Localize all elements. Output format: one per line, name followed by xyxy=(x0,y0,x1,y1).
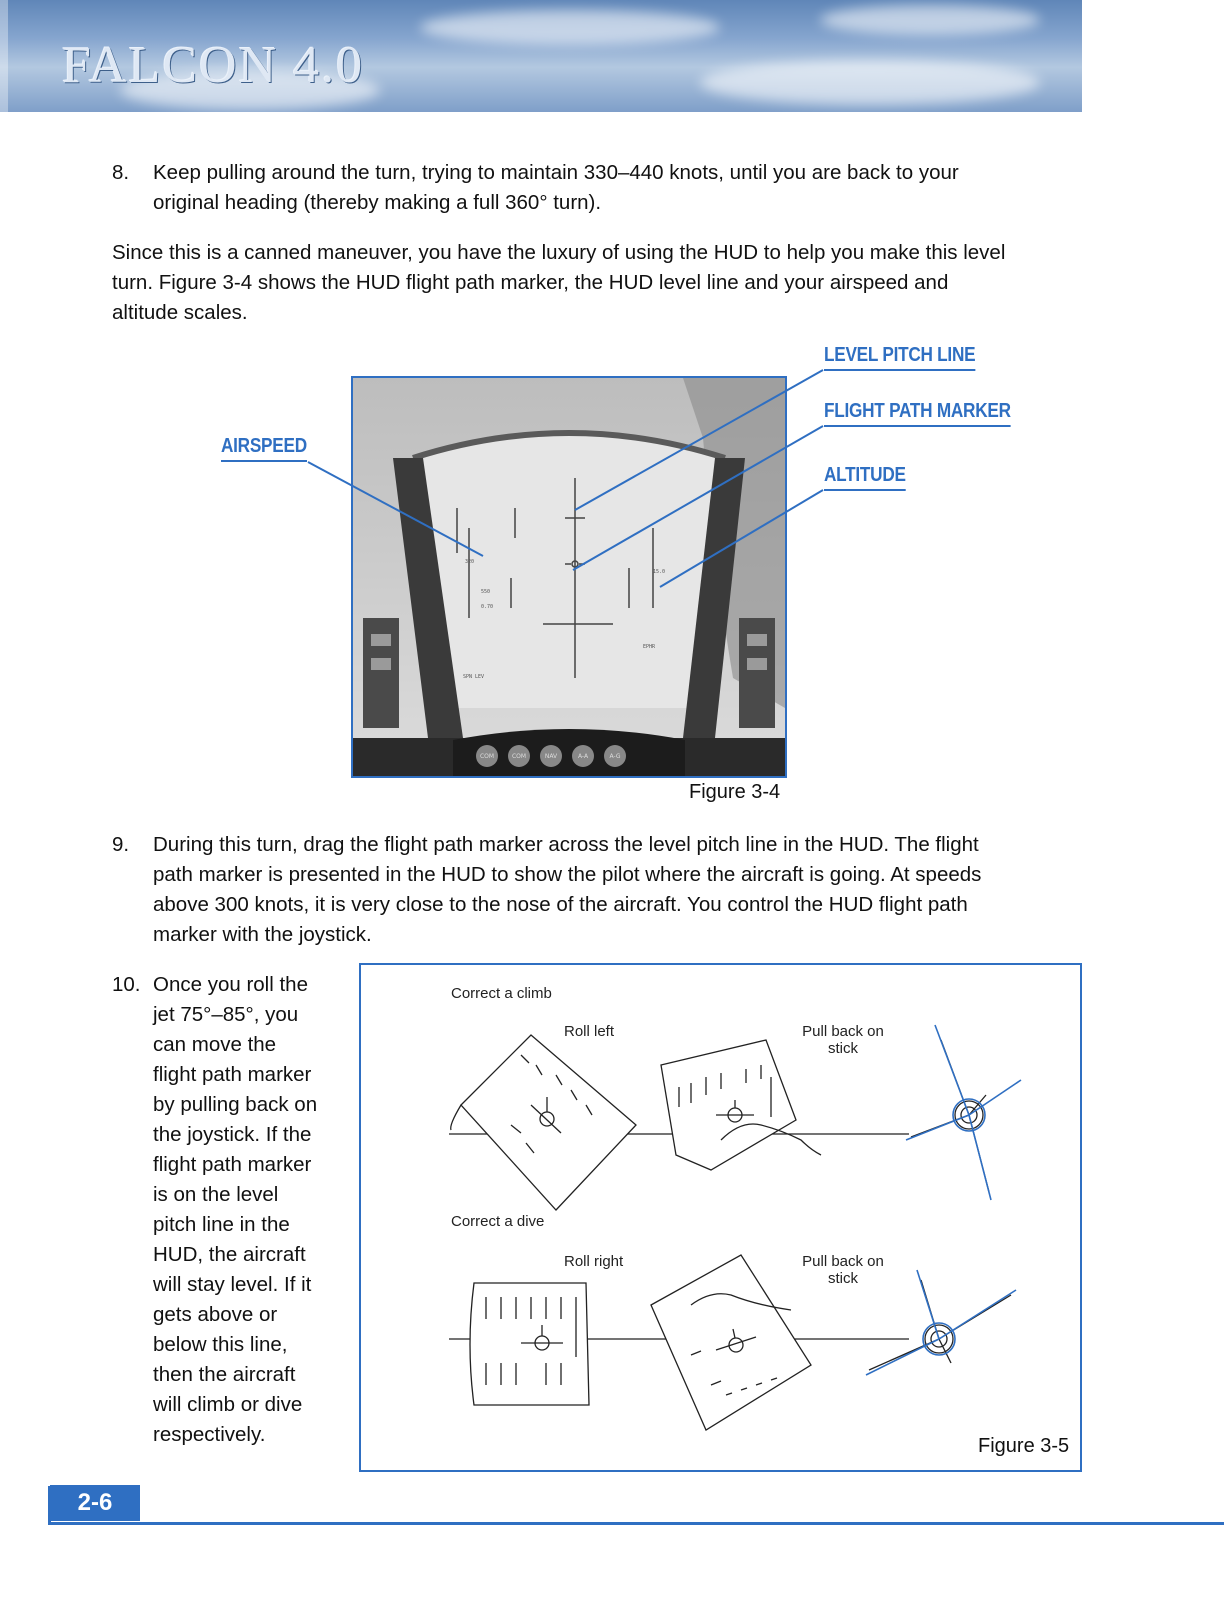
step9-line4: marker with the joystick. xyxy=(153,923,372,946)
intro-line2: turn. Figure 3-4 shows the HUD flight path marker, the HUD level line and your airspeed and xyxy=(112,271,949,294)
pull-back-label-climb xyxy=(788,1023,898,1057)
step10-line: then the aircraft xyxy=(153,1363,296,1386)
pull-back-label-dive xyxy=(788,1253,898,1287)
step9-line2: path marker is presented in the HUD to show the pilot where the aircraft is going. At speeds xyxy=(153,863,982,886)
hud-panel-button: COM xyxy=(479,753,495,760)
step-number: 8. xyxy=(112,161,130,184)
step10-line: Once you roll the xyxy=(153,973,308,996)
step10-line: the joystick. If the xyxy=(153,1123,312,1146)
hud-panel-button: COM xyxy=(511,753,527,760)
svg-text:320: 320 xyxy=(465,559,475,565)
step10-line: flight path marker xyxy=(153,1153,312,1176)
step10-line: flight path marker xyxy=(153,1063,312,1086)
step10-line: respectively. xyxy=(153,1423,266,1446)
pull-back-line2: stick xyxy=(828,1270,858,1287)
step-number: 10. xyxy=(112,973,141,996)
step8-line1: Keep pulling around the turn, trying to maintain 330–440 knots, until you are back to your xyxy=(153,161,959,184)
step10-line: will climb or dive xyxy=(153,1393,303,1416)
figure-3-5-caption: Figure 3-5 xyxy=(978,1435,1070,1457)
svg-text:EPHR: EPHR xyxy=(643,644,656,650)
step10-line: by pulling back on xyxy=(153,1093,318,1116)
dive-title: Correct a dive xyxy=(451,1213,545,1230)
step10-line: pitch line in the xyxy=(153,1213,290,1236)
intro-line3: altitude scales. xyxy=(112,301,248,324)
callout-level-pitch-line: LEVEL PITCH LINE xyxy=(824,344,975,371)
step9-line1: During this turn, drag the flight path marker across the level pitch line in the HUD. The flight xyxy=(153,833,979,856)
hud-panel-button: A-G xyxy=(609,753,621,760)
header-title: FALCON 4.0 xyxy=(62,37,365,94)
step-number: 9. xyxy=(112,833,130,856)
callout-flight-path-marker: FLIGHT PATH MARKER xyxy=(824,400,1011,427)
footer-rule xyxy=(48,1522,1224,1525)
pull-back-line1: Pull back on xyxy=(802,1023,884,1040)
intro-line1: Since this is a canned maneuver, you have the luxury of using the HUD to help you make this level xyxy=(112,241,1006,264)
hud-panel-button: A-A xyxy=(577,753,589,760)
page-number: 2-6 xyxy=(50,1485,140,1521)
step8-line2: original heading (thereby making a full 360° turn). xyxy=(153,191,602,214)
svg-text:SPN LEV: SPN LEV xyxy=(463,674,485,680)
pull-back-line2: stick xyxy=(828,1040,858,1057)
figure-3-4-caption: Figure 3-4 xyxy=(689,781,781,803)
figure-3-5 xyxy=(359,963,1082,1472)
roll-left-label: Roll left xyxy=(564,1023,615,1040)
pull-back-line1: Pull back on xyxy=(802,1253,884,1270)
callout-altitude: ALTITUDE xyxy=(824,464,906,491)
svg-text:15.0: 15.0 xyxy=(653,569,666,575)
hud-panel-button: NAV xyxy=(544,753,558,760)
callout-airspeed: AIRSPEED xyxy=(221,435,307,462)
step10-line: is on the level xyxy=(153,1183,279,1206)
step10-line: jet 75°–85°, you xyxy=(153,1003,299,1026)
svg-text:550: 550 xyxy=(481,589,491,595)
roll-right-label: Roll right xyxy=(564,1253,624,1270)
step10-line: below this line, xyxy=(153,1333,288,1356)
step9-line3: above 300 knots, it is very close to the nose of the aircraft. You control the HUD flight path xyxy=(153,893,968,916)
svg-text:0.70: 0.70 xyxy=(481,604,494,610)
step10-line: will stay level. If it xyxy=(153,1273,312,1296)
climb-title: Correct a climb xyxy=(451,985,552,1002)
step10-line: gets above or xyxy=(153,1303,278,1326)
step10-line: can move the xyxy=(153,1033,277,1056)
step10-line: HUD, the aircraft xyxy=(153,1243,306,1266)
